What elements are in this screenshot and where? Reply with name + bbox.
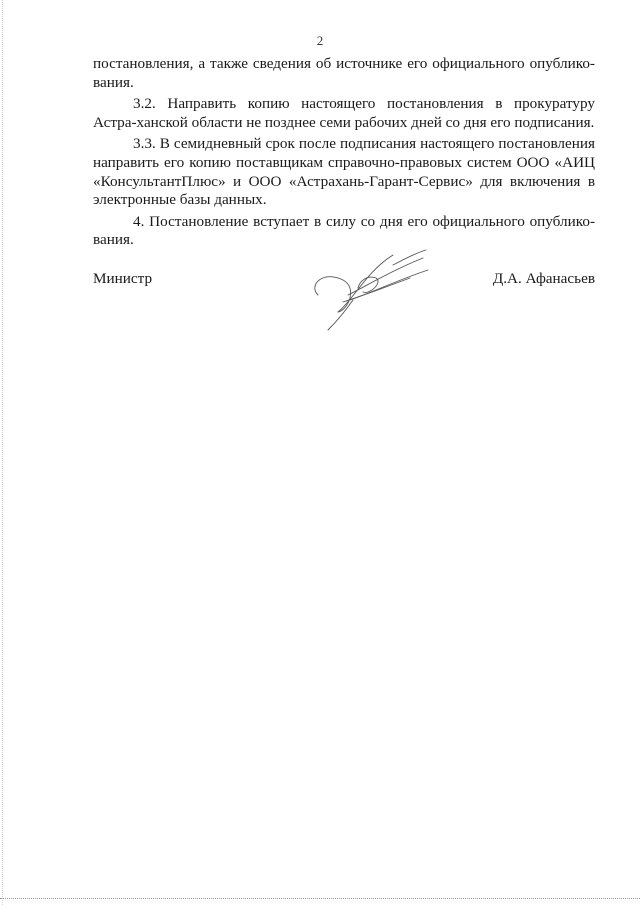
signatory-name: Д.А. Афанасьев (492, 270, 595, 287)
paragraph-4: 4. Постановление вступает в силу со дня его официального опублико-вания. (93, 212, 595, 249)
page-edge (2, 0, 4, 905)
paragraph-continuation: постановления, а также сведения об источнике его официального опублико-вания. (93, 55, 595, 91)
handwritten-signature-icon (298, 240, 438, 340)
signatory-title: Министр (93, 270, 153, 287)
page-number: 2 (316, 33, 324, 48)
document-body (93, 55, 595, 253)
page-bottom-edge (0, 898, 640, 901)
paragraph-3-2: 3.2. Направить копию настоящего постановления в прокуратуру Астра-ханской области не позднее семи рабочих дней со дня его подписания. (93, 95, 595, 131)
paragraph-3-3: 3.3. В семидневный срок после подписания настоящего постановления направить его копию поставщикам справочно-правовых систем ООО «АИЦ «КонсультантПлюс» и ООО «Астрахань-Гарант-Сервис» для включения в электронные базы данных. (93, 135, 595, 209)
signature-block (93, 270, 595, 350)
